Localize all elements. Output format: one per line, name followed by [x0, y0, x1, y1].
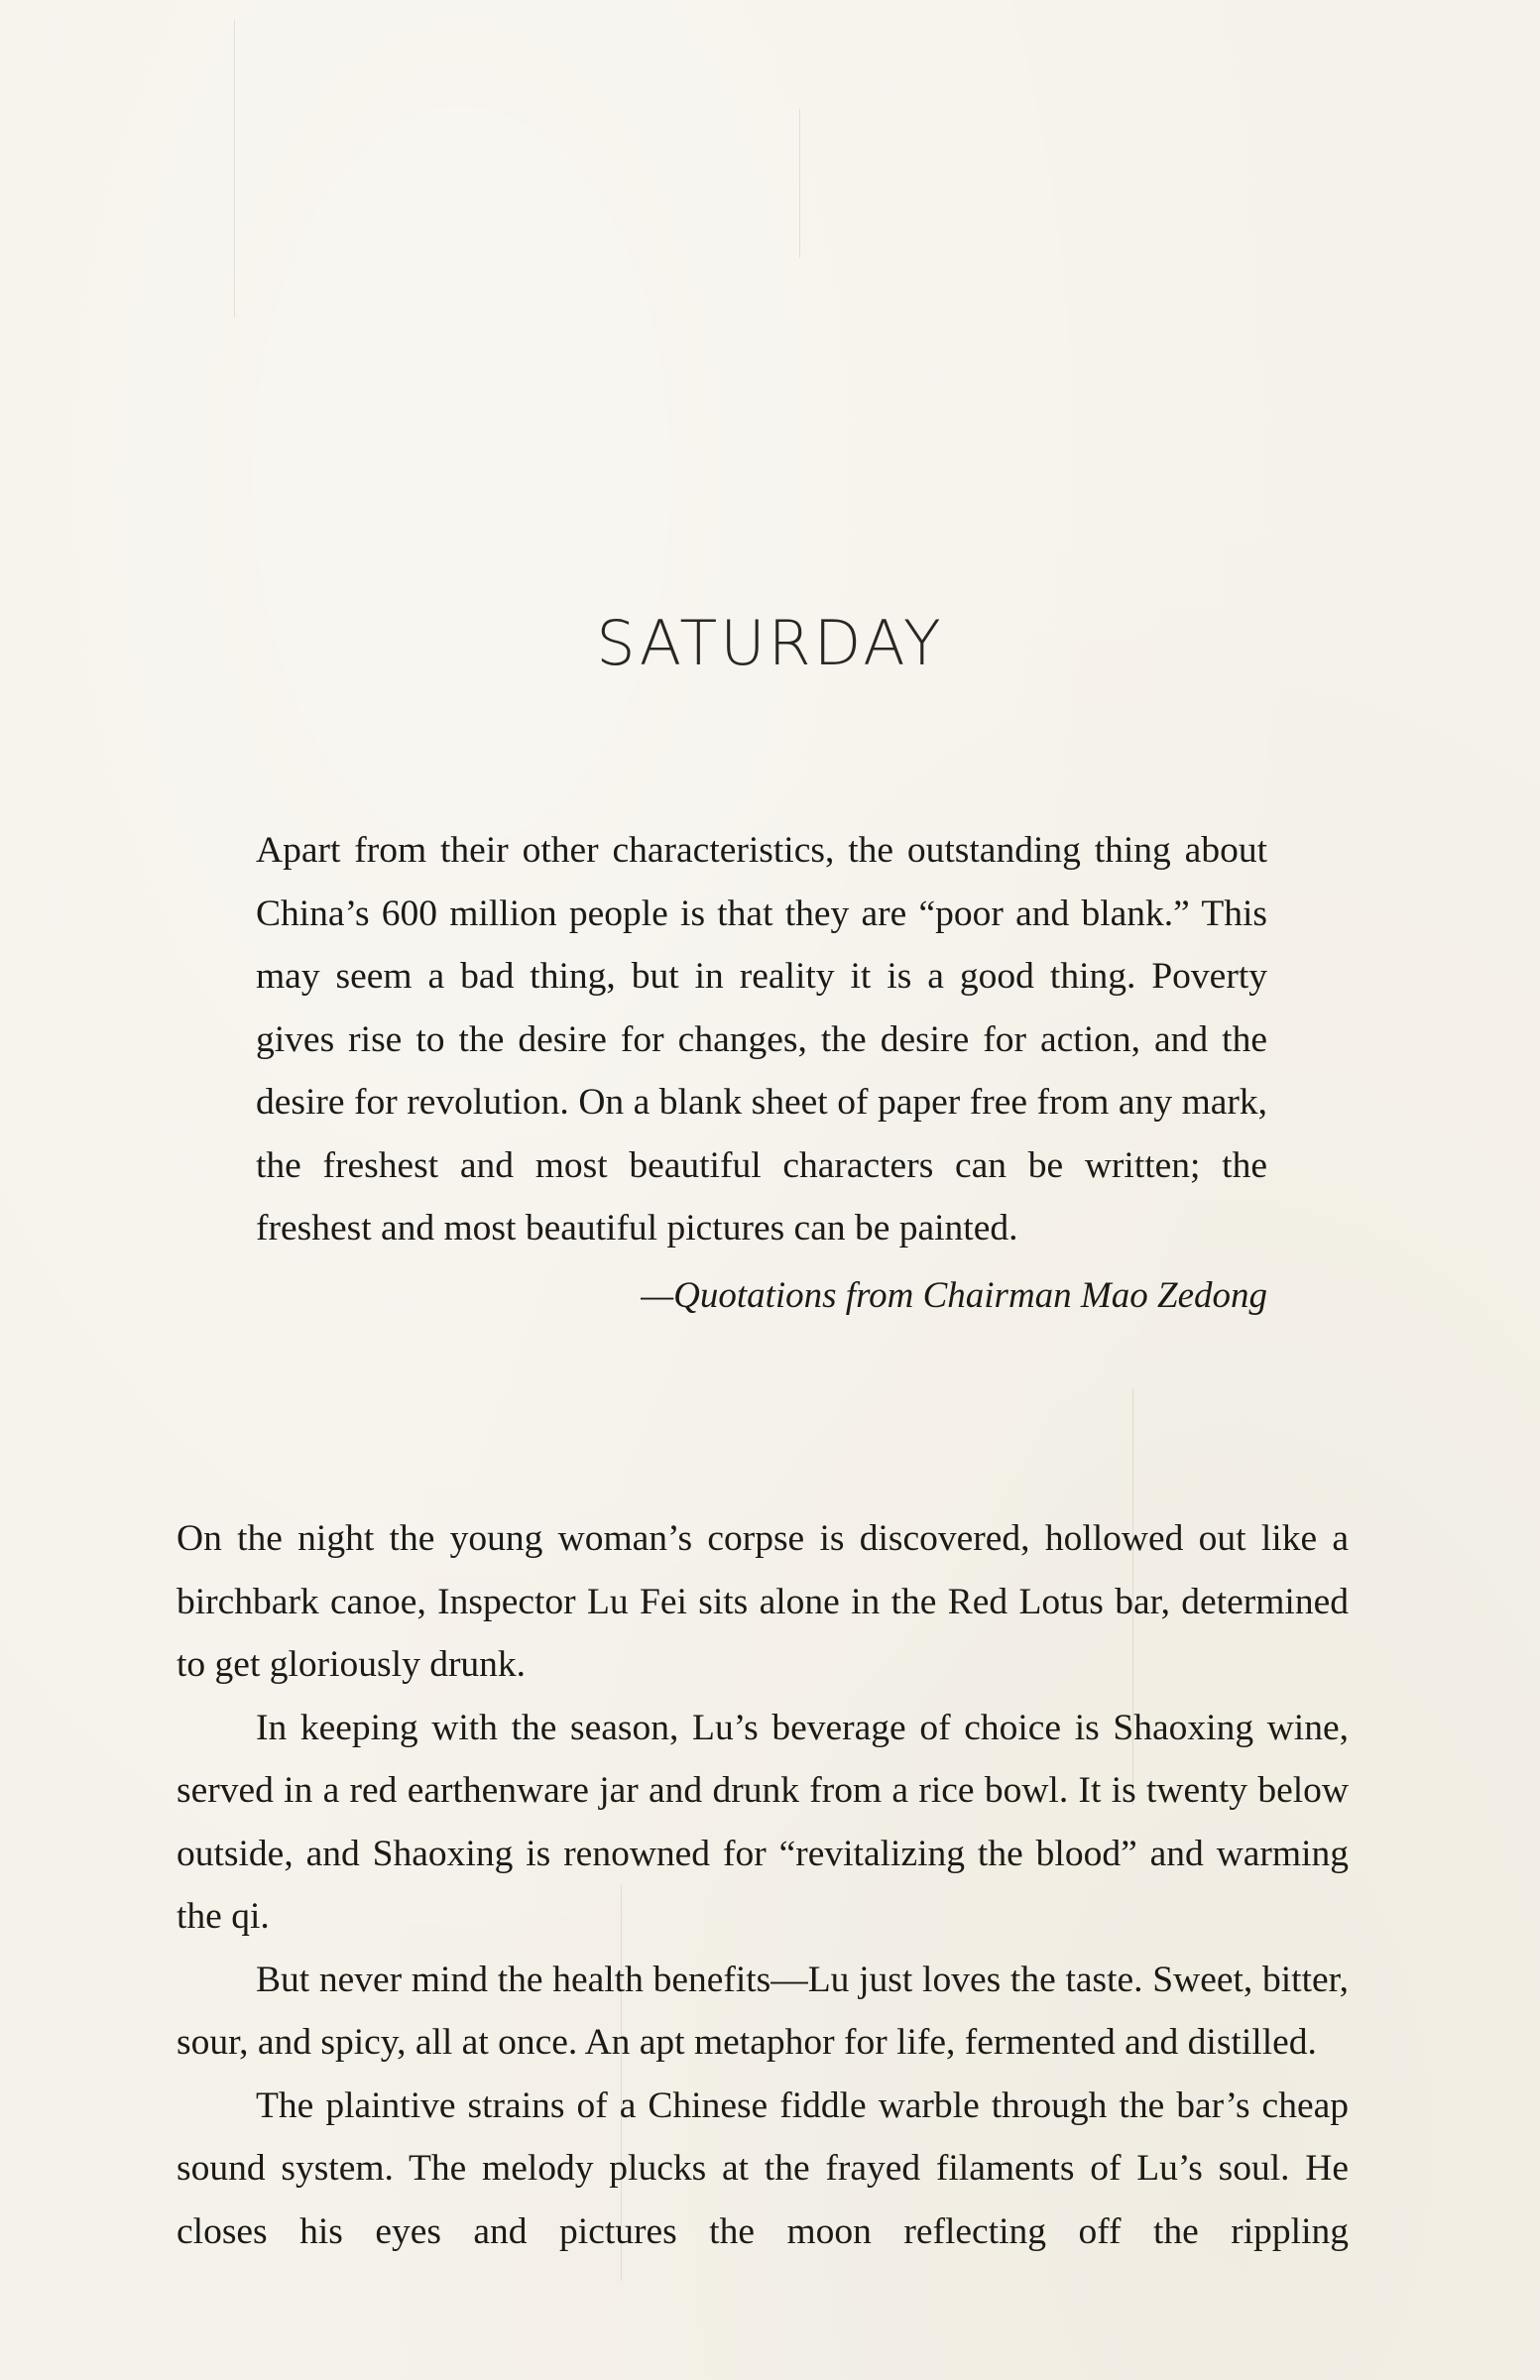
epigraph	[256, 819, 1267, 1326]
paragraph: The plaintive strains of a Chinese fiddle warble through the bar’s cheap sound system. The melody plucks at the frayed filaments of Lu’s soul. He closes his eyes and pictures the moon reflecting off the rippling	[177, 2084, 1349, 2252]
paragraph: On the night the young woman’s corpse is discovered, hollowed out like a birchbark canoe, Inspector Lu Fei sits alone in the Red Lotus bar, determined to get gloriously drunk.	[177, 1518, 1349, 1685]
chapter-title: SATURDAY	[596, 607, 944, 679]
epigraph-text: Apart from their other characteristics, the outstanding thing about China’s 600 million people is that they are “poor and blank.” This may seem a bad thing, but in reality it is a good thing. Poverty gives rise to the desire for changes, the desire for action, and the desire for revolution. On a blank sheet of paper free from any mark, the freshest and most beautiful characters can be written; the freshest and most beautiful pictures can be painted.	[256, 830, 1267, 1249]
paragraph: But never mind the health benefits—Lu just loves the taste. Sweet, bitter, sour, and spicy, all at once. An apt metaphor for life, fermented and distilled.	[177, 1959, 1349, 2063]
paper-crease	[799, 109, 800, 258]
body-text	[177, 1507, 1349, 2263]
paper-crease	[234, 20, 235, 317]
paragraph: In keeping with the season, Lu’s beverage of choice is Shaoxing wine, served in a red earthenware jar and drunk from a rice bowl. It is twenty below outside, and Shaoxing is renowned for “revitalizing the blood” and warming the qi.	[177, 1707, 1349, 1937]
epigraph-attribution: —Quotations from Chairman Mao Zedong	[641, 1274, 1267, 1316]
